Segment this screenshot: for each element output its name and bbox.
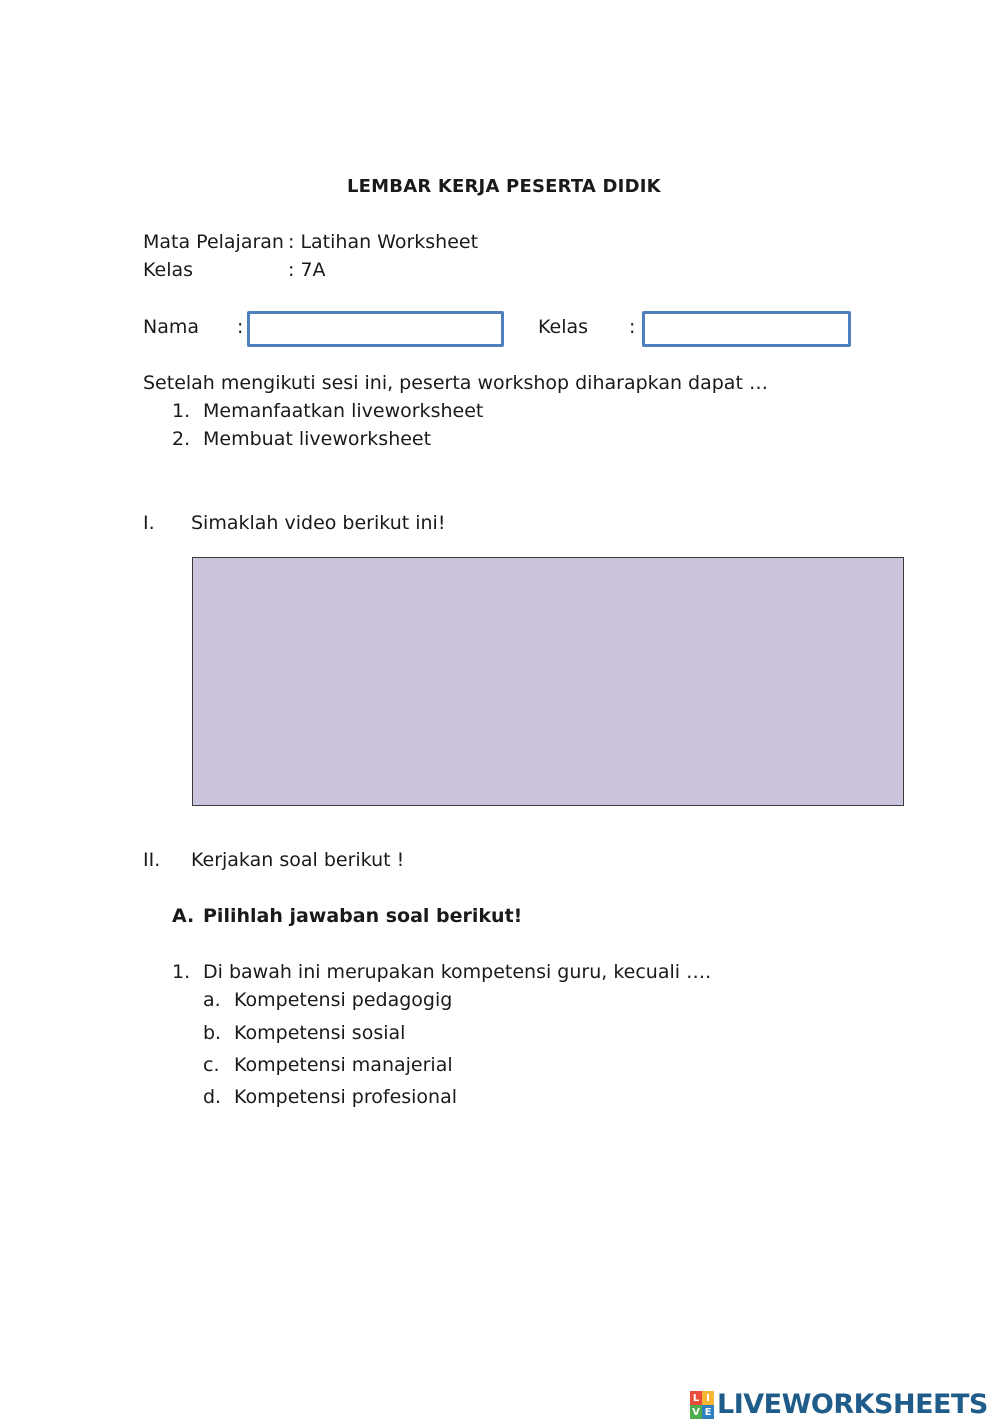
name-input[interactable] bbox=[247, 311, 504, 347]
video-player[interactable] bbox=[192, 557, 904, 806]
logo-mark-letter: I bbox=[702, 1391, 714, 1405]
option-b-letter: b. bbox=[203, 1022, 222, 1044]
part-a-heading: Pilihlah jawaban soal berikut! bbox=[203, 905, 523, 927]
logo-mark-letter: L bbox=[690, 1391, 702, 1405]
question-1-text: Di bawah ini merupakan kompetensi guru, kecuali …. bbox=[203, 961, 712, 983]
objective-number: 2. bbox=[172, 428, 191, 450]
section-2-number: II. bbox=[143, 849, 161, 871]
logo-mark-letter: V bbox=[690, 1405, 702, 1419]
intro-text: Setelah mengikuti sesi ini, peserta workshop diharapkan dapat … bbox=[143, 372, 768, 394]
option-d[interactable]: Kompetensi profesional bbox=[234, 1086, 458, 1108]
part-a-letter: A. bbox=[172, 905, 195, 927]
objective-item: Membuat liveworksheet bbox=[203, 428, 432, 450]
worksheet-title: LEMBAR KERJA PESERTA DIDIK bbox=[347, 176, 661, 197]
question-1-number: 1. bbox=[172, 961, 191, 983]
option-c-letter: c. bbox=[203, 1054, 220, 1076]
name-field-colon: : bbox=[237, 316, 244, 338]
objective-item: Memanfaatkan liveworksheet bbox=[203, 400, 484, 422]
option-c[interactable]: Kompetensi manajerial bbox=[234, 1054, 453, 1076]
objective-number: 1. bbox=[172, 400, 191, 422]
section-1-number: I. bbox=[143, 512, 155, 534]
liveworksheets-logo bbox=[690, 1388, 988, 1422]
class-input[interactable] bbox=[642, 311, 851, 347]
class-info-value: : 7A bbox=[288, 259, 326, 281]
option-a[interactable]: Kompetensi pedagogig bbox=[234, 989, 453, 1011]
class-field-colon: : bbox=[629, 316, 636, 338]
option-b[interactable]: Kompetensi sosial bbox=[234, 1022, 406, 1044]
subject-value: : Latihan Worksheet bbox=[288, 231, 479, 253]
section-2-heading: Kerjakan soal berikut ! bbox=[191, 849, 405, 871]
subject-label: Mata Pelajaran bbox=[143, 231, 284, 253]
class-field-label: Kelas bbox=[538, 316, 589, 338]
option-a-letter: a. bbox=[203, 989, 221, 1011]
class-info-label: Kelas bbox=[143, 259, 194, 281]
logo-text: LIVEWORKSHEETS bbox=[717, 1389, 988, 1420]
live-mark-icon bbox=[690, 1391, 714, 1419]
name-field-label: Nama bbox=[143, 316, 200, 338]
section-1-heading: Simaklah video berikut ini! bbox=[191, 512, 446, 534]
logo-mark-letter: E bbox=[702, 1405, 714, 1419]
option-d-letter: d. bbox=[203, 1086, 222, 1108]
